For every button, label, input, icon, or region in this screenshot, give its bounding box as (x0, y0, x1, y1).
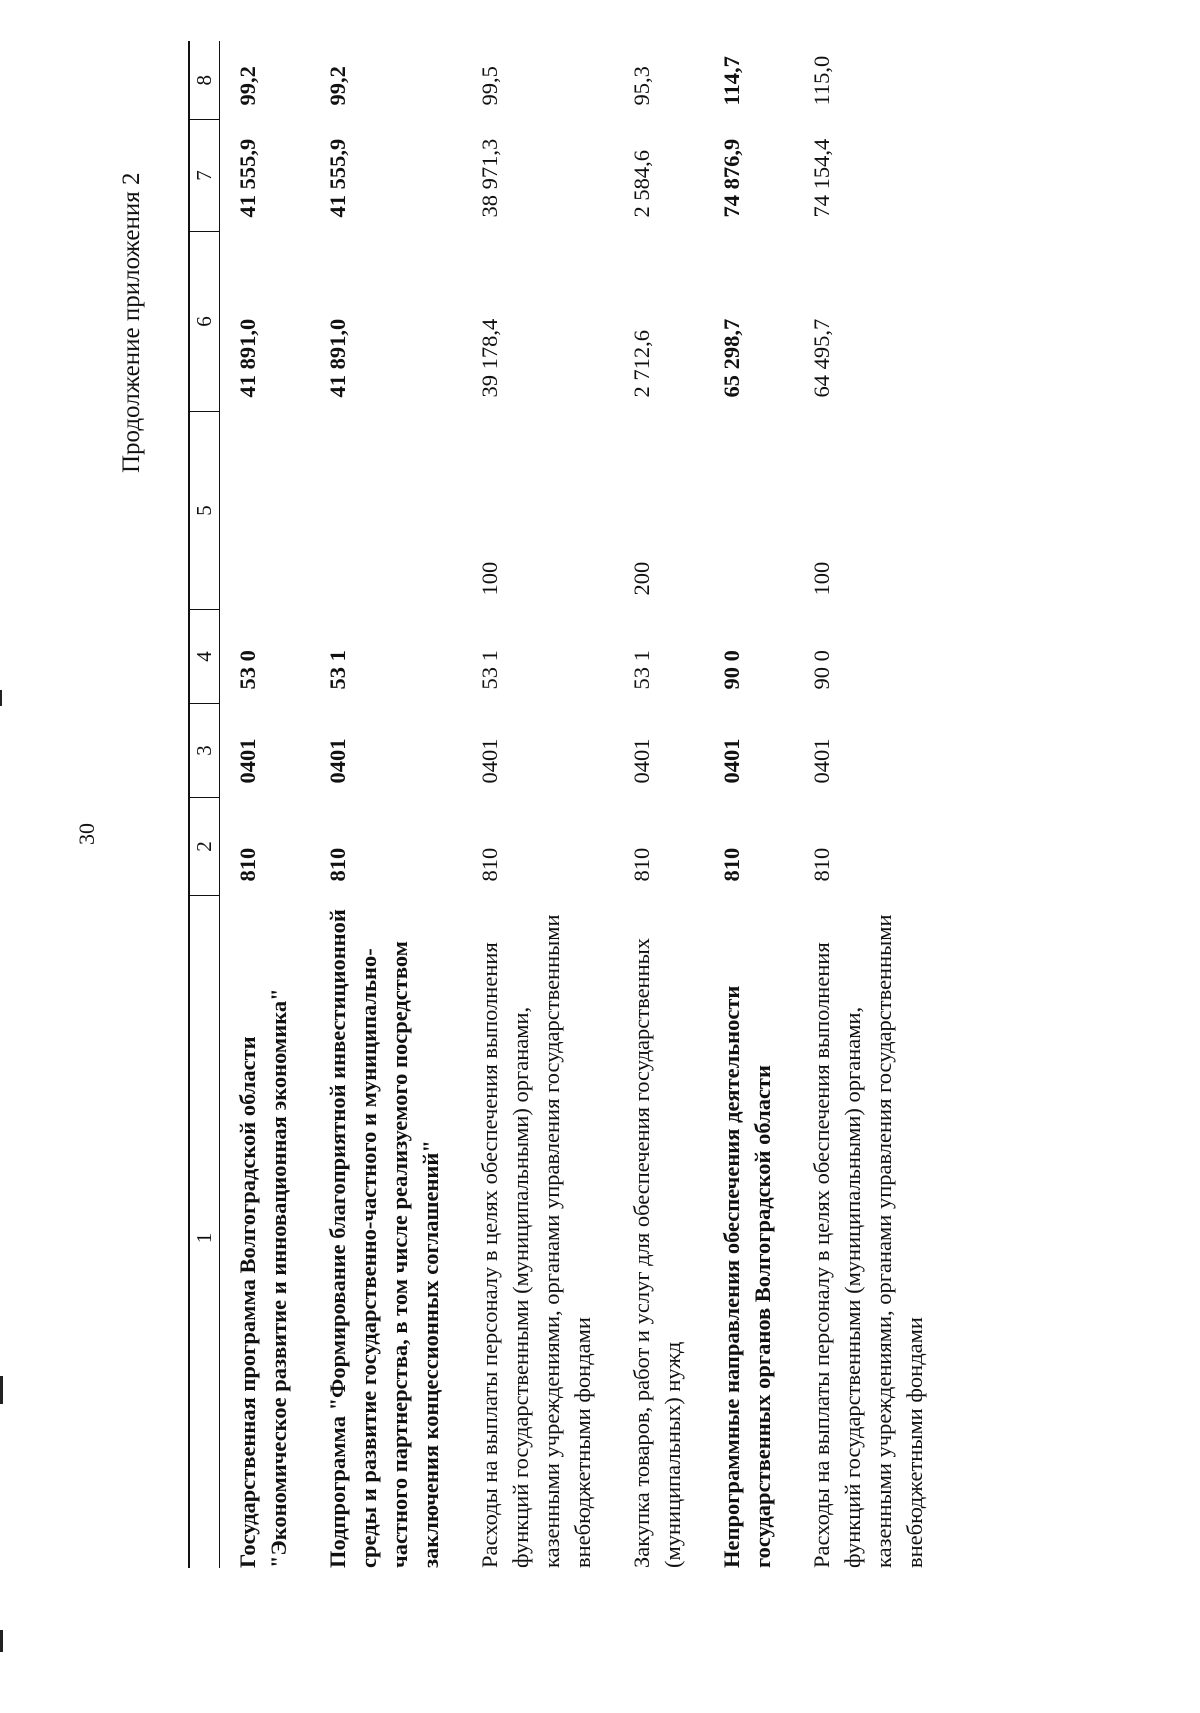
row-name: Подпрограмма "Формирование благоприятной инвестиционной среды и развитие государственно-частного и муниципально-частного партнерства, в том числе реализуемого посредством заключения концессионных соглашений" (325, 909, 443, 1568)
column-number: 1 (189, 896, 220, 1569)
expense-type-cell (220, 412, 311, 610)
actual-amount-cell: 41 555,9 (325, 138, 350, 218)
continuation-title: Продолжение приложения 2 (118, 172, 145, 473)
target-article-cell: 53 1 (629, 650, 654, 690)
section-code-cell: 0401 (477, 738, 502, 784)
column-number: 7 (189, 120, 220, 232)
percent-cell: 99,2 (325, 66, 350, 106)
ministry-code-cell: 810 (809, 847, 834, 882)
ministry-code-cell: 810 (235, 847, 260, 882)
planned-amount-cell: 65 298,7 (719, 318, 744, 398)
column-number: 6 (189, 232, 220, 412)
planned-amount-cell: 2 712,6 (629, 330, 654, 398)
table-row (794, 42, 946, 1569)
expense-type-cell: 100 (809, 561, 834, 596)
column-number: 2 (189, 798, 220, 896)
percent-cell: 95,3 (629, 66, 654, 106)
actual-amount-cell: 74 876,9 (719, 138, 744, 218)
ministry-code-cell: 810 (719, 847, 744, 882)
column-number-row (189, 42, 220, 1569)
row-name: Закупка товаров, работ и услуг для обеспечения государственных (муниципальных) нужд (629, 937, 685, 1568)
planned-amount-cell: 64 495,7 (809, 318, 834, 398)
actual-amount-cell: 2 584,6 (629, 150, 654, 218)
expense-type-cell: 100 (477, 561, 502, 596)
target-article-cell: 53 1 (325, 650, 350, 690)
column-number: 8 (189, 42, 220, 120)
table-row (310, 42, 462, 1569)
actual-amount-cell: 38 971,3 (477, 138, 502, 218)
ministry-code-cell: 810 (325, 847, 350, 882)
section-code-cell: 0401 (235, 738, 260, 784)
page-number: 30 (74, 823, 99, 845)
expense-type-cell: 200 (629, 561, 654, 596)
column-number: 3 (189, 704, 220, 798)
target-article-cell: 53 0 (235, 650, 260, 690)
table-row (462, 42, 614, 1569)
section-code-cell: 0401 (629, 738, 654, 784)
row-name: Расходы на выплаты персоналу в целях обеспечения выполнения функций государственными (муниципальными) органами, казенными учреждениями, органами управления государственными внебюджетными фондами (477, 914, 595, 1568)
target-article-cell: 90 0 (809, 650, 834, 690)
column-number: 5 (189, 412, 220, 610)
planned-amount-cell: 41 891,0 (325, 318, 350, 398)
target-article-cell: 53 1 (477, 650, 502, 690)
actual-amount-cell: 74 154,4 (809, 138, 834, 218)
actual-amount-cell: 41 555,9 (235, 138, 260, 218)
table-row (614, 42, 704, 1569)
expense-type-cell (310, 412, 462, 610)
expense-type-cell (704, 412, 794, 610)
table-row (220, 42, 311, 1569)
row-name: Государственная программа Волгоградской области "Экономическое развитие и инновационная экономика" (235, 988, 291, 1568)
table-row (704, 42, 794, 1569)
percent-cell: 99,2 (235, 66, 260, 106)
ministry-code-cell: 810 (477, 847, 502, 882)
column-number: 4 (189, 610, 220, 704)
row-name: Непрограммные направления обеспечения деятельности государственных органов Волгоградской области (719, 985, 775, 1568)
section-code-cell: 0401 (809, 738, 834, 784)
section-code-cell: 0401 (719, 738, 744, 784)
budget-table (188, 42, 946, 1569)
planned-amount-cell: 41 891,0 (235, 318, 260, 398)
section-code-cell: 0401 (325, 738, 350, 784)
planned-amount-cell: 39 178,4 (477, 318, 502, 398)
row-name: Расходы на выплаты персоналу в целях обеспечения выполнения функций государственными (муниципальными) органами, казенными учреждениями, органами управления государственными внебюджетными фондами (809, 914, 927, 1568)
ministry-code-cell: 810 (629, 847, 654, 882)
percent-cell: 114,7 (719, 56, 744, 106)
percent-cell: 115,0 (809, 55, 834, 106)
percent-cell: 99,5 (477, 66, 502, 106)
target-article-cell: 90 0 (719, 650, 744, 690)
